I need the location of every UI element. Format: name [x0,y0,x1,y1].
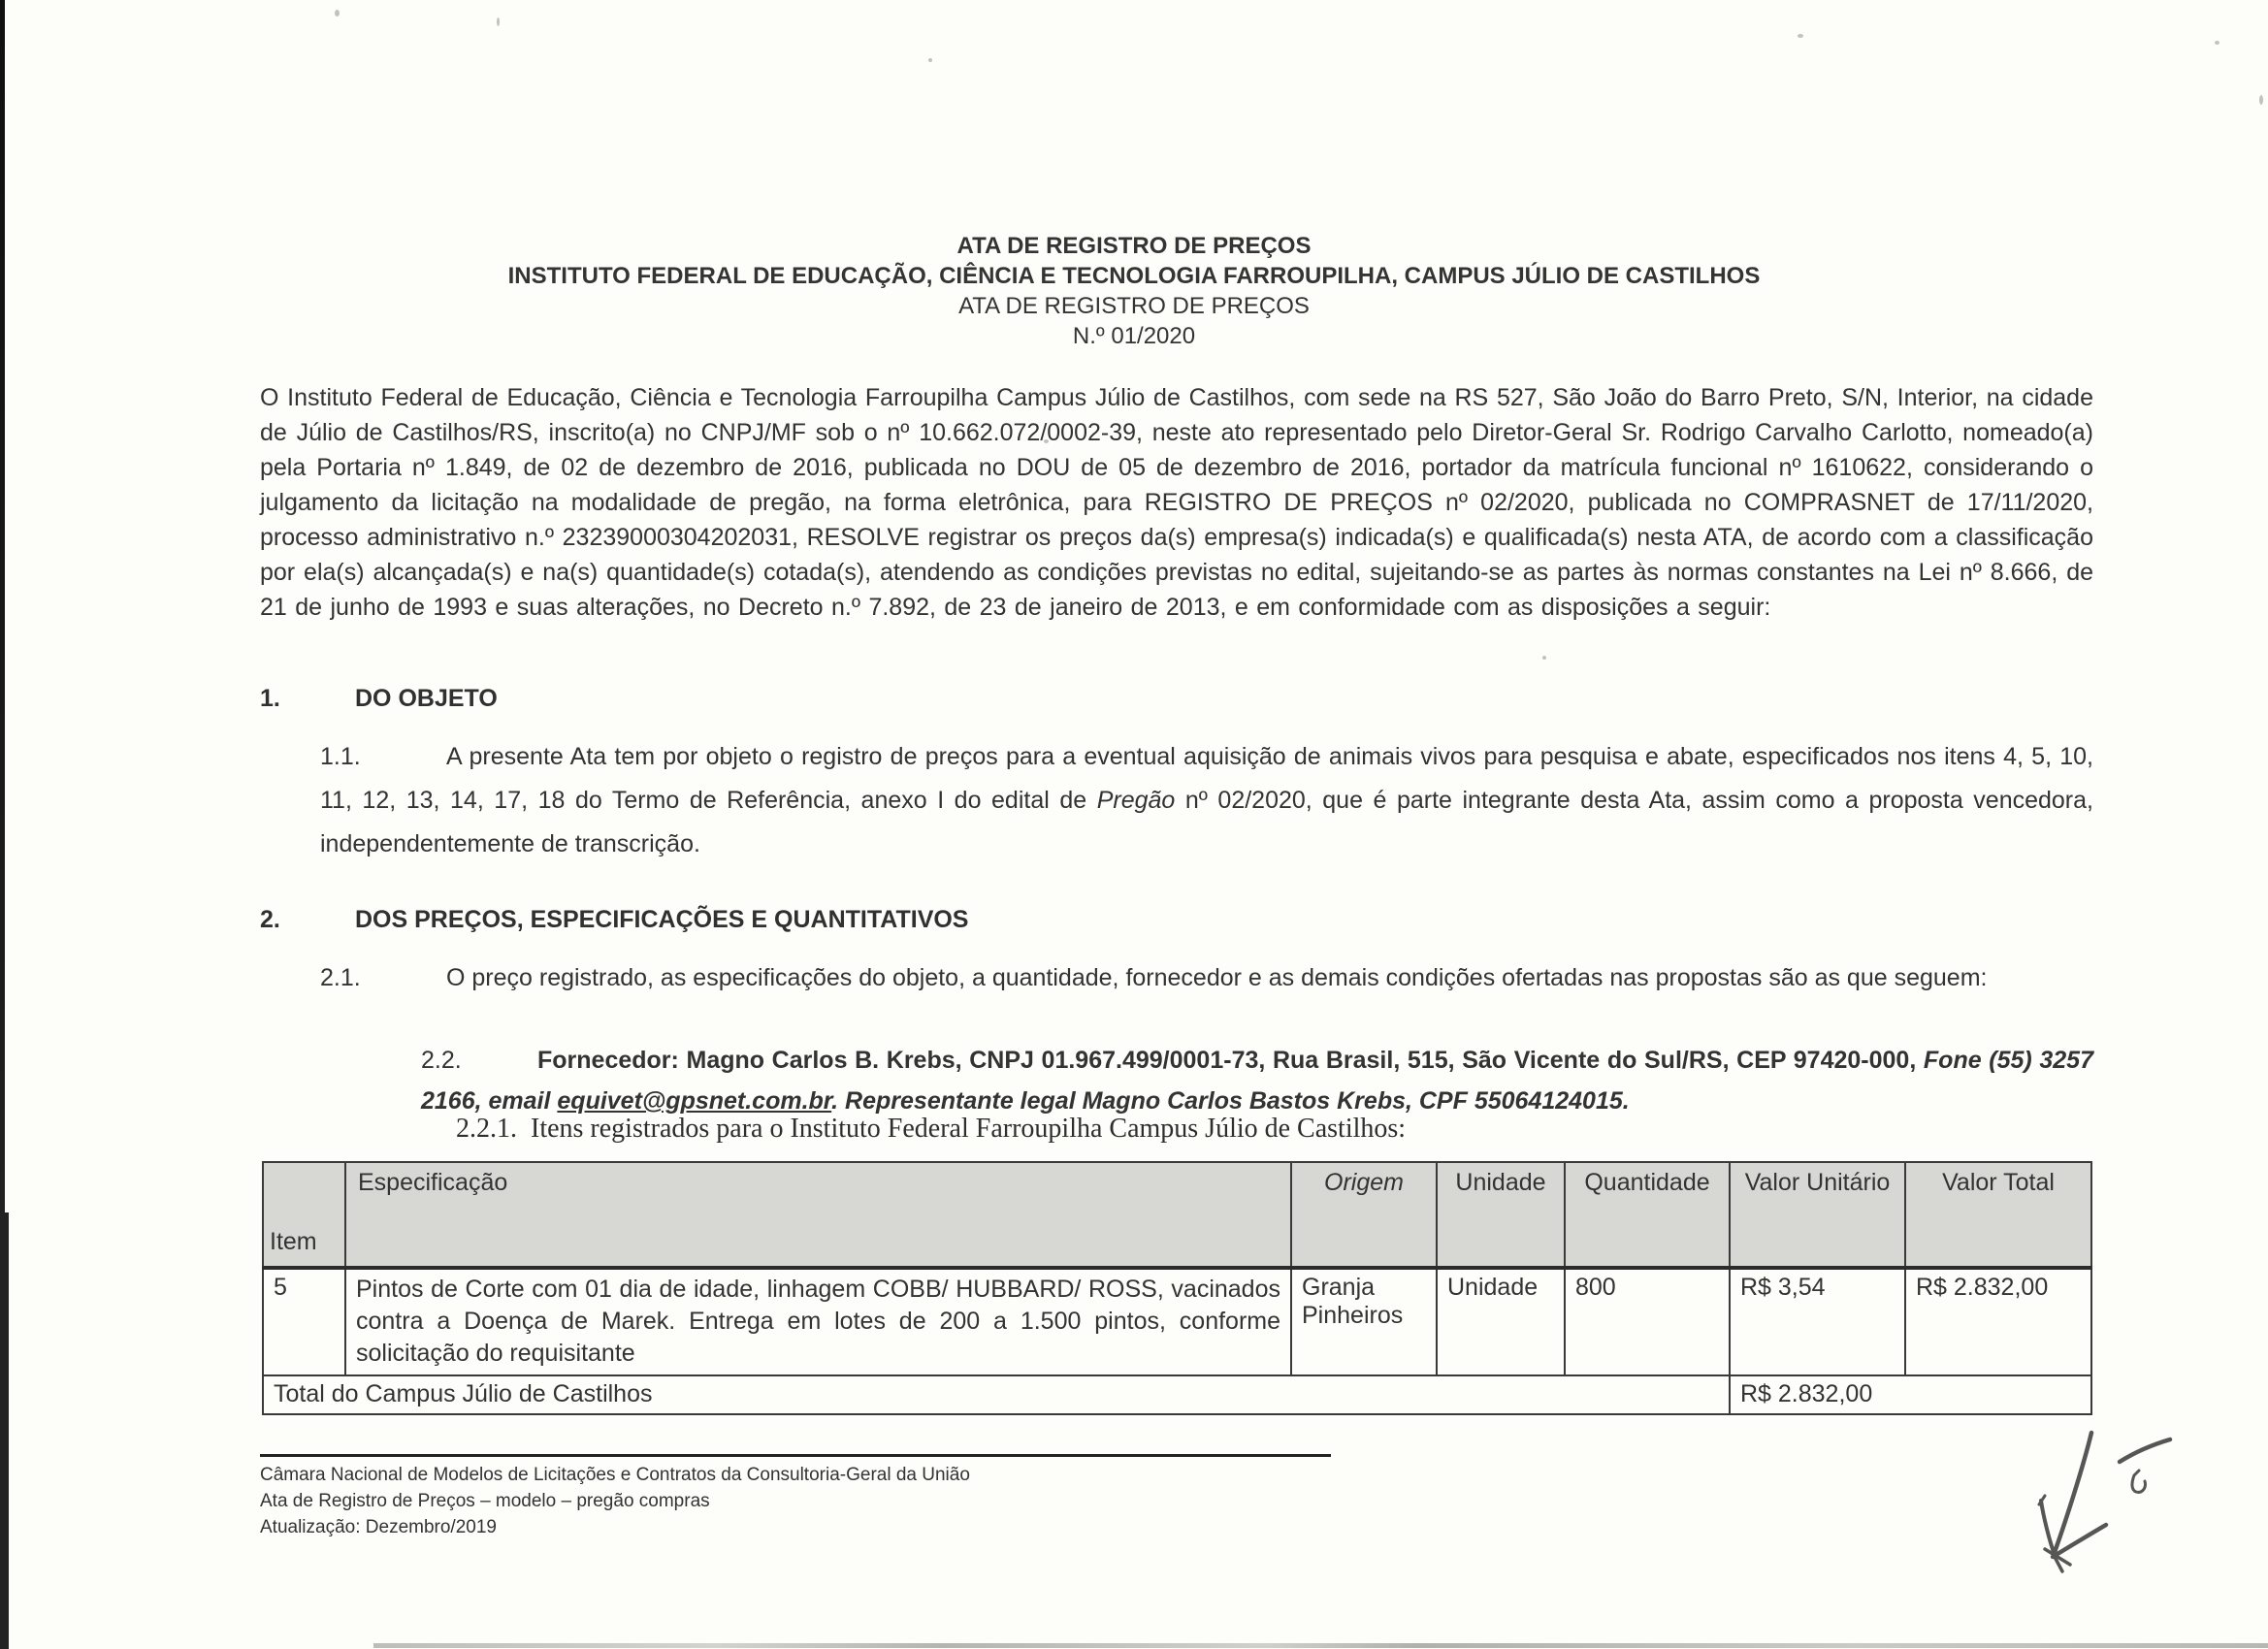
cell-valor-unitario: R$ 3,54 [1730,1268,1905,1375]
supplier-bold-text: Fornecedor: Magno Carlos B. Krebs, CNPJ 01.967.499/0001-73, Rua Brasil, 515, São Vicente do Sul/RS, CEP 97420-000, [537,1047,1924,1074]
clause-2-1-number: 2.1. [320,964,361,991]
clause-1-1 [320,735,2093,866]
cell-item: 5 [263,1268,345,1375]
table-header-row [263,1162,2091,1268]
table-total-row [263,1375,2091,1414]
title-line-1: ATA DE REGISTRO DE PREÇOS [956,233,1312,259]
supplier-phone-text: Fone (55) 3257 2166, email [421,1047,2093,1115]
registered-items-table [262,1161,2092,1415]
section-2-title: DOS PREÇOS, ESPECIFICAÇÕES E QUANTITATIVOS [355,906,969,933]
clause-2-2-1-text: Itens registrados para o Instituto Federal Farroupilha Campus Júlio de Castilhos: [531,1114,1407,1144]
section-2-number: 2. [260,906,280,933]
column-header-unidade: Unidade [1437,1162,1565,1268]
scan-speck [2215,41,2219,45]
clause-2-1 [320,956,2093,1000]
cell-origem: Granja Pinheiros [1291,1268,1437,1375]
column-header-origem: Origem [1291,1162,1437,1268]
title-line-3: ATA DE REGISTRO DE PREÇOS [958,293,1310,319]
scan-speck [2259,95,2263,105]
cell-valor-total: R$ 2.832,00 [1905,1268,2091,1375]
footer-block [260,1462,1424,1540]
document-title-block [217,231,2051,351]
table-row [263,1268,2091,1375]
total-label: Total do Campus Júlio de Castilhos [263,1375,1730,1414]
scan-edge-strip-left-dark [0,1212,9,1649]
title-line-2: INSTITUTO FEDERAL DE EDUCAÇÃO, CIÊNCIA E TECNOLOGIA FARROUPILHA, CAMPUS JÚLIO DE CASTILHOS [507,263,1761,289]
column-header-item: Item [263,1162,345,1268]
clause-1-1-text-after: nº 02/2020, que é parte integrante desta Ata, assim como a proposta vencedora, independentemente de transcrição. [320,787,2093,857]
cell-quantidade: 800 [1565,1268,1730,1375]
cell-unidade: Unidade [1437,1268,1565,1375]
clause-2-2-number: 2.2. [421,1047,462,1074]
section-1-heading [260,685,1715,713]
clause-2-2-supplier [421,1040,2093,1121]
clause-2-1-text: O preço registrado, as especificações do objeto, a quantidade, fornecedor e as demais condições ofertadas nas propostas são as que seguem: [446,964,1988,991]
scan-speck [497,17,500,26]
section-1-number: 1. [260,685,280,712]
scan-edge-strip-bottom [373,1643,2268,1648]
clause-2-2-1 [456,1114,2008,1145]
handwritten-check-mark [1998,1411,2251,1625]
clause-2-2-1-number: 2.2.1. [456,1114,517,1144]
supplier-representative-text: . Representante legal Magno Carlos Bastos Krebs, CPF 55064124015. [831,1087,1630,1115]
column-header-especificacao: Especificação [345,1162,1291,1268]
footer-line-1: Câmara Nacional de Modelos de Licitações e Contratos da Consultoria-Geral da União [260,1465,970,1485]
preamble-paragraph: O Instituto Federal de Educação, Ciência e Tecnologia Farroupilha Campus Júlio de Castilhos, com sede na RS 527, São João do Barro Preto, S/N, Interior, na cidade de Júlio de Castilhos/RS, inscrito(a) no CNPJ/MF sob o nº 10.662.072/0002-39, neste ato representado pelo Diretor-Geral Sr. Rodrigo Carvalho Carlotto, nomeado(a) pela Portaria nº 1.849, de 02 de dezembro de 2016, publicada no DOU de 05 de dezembro de 2016, portador da matrícula funcional nº 1610622, considerando o julgamento da licitação na modalidade de pregão, na forma eletrônica, para REGISTRO DE PREÇOS nº 02/2020, publicada no COMPRASNET de 17/11/2020, processo administrativo n.º 23239000304202031, RESOLVE registrar os preços da(s) empresa(s) indicada(s) e qualificada(s) nesta ATA, de acordo com a classificação por ela(s) alcançada(s) e na(s) quantidade(s) cotada(s), atendendo as condições previstas no edital, sujeitando-se as partes às normas constantes na Lei nº 8.666, de 21 de junho de 1993 e suas alterações, no Decreto n.º 7.892, de 23 de janeiro de 2013, e em conformidade com as disposições a seguir: [260,384,2093,621]
scan-speck [1542,656,1546,660]
footer-rule [260,1454,1331,1457]
scan-speck [928,58,932,62]
footer-line-3: Atualização: Dezembro/2019 [260,1517,497,1537]
supplier-email: equivet@gpsnet.com.br [557,1087,832,1115]
column-header-valor-total: Valor Total [1905,1162,2091,1268]
section-1-title: DO OBJETO [355,685,498,712]
section-2-heading [260,906,1715,934]
cell-especificacao: Pintos de Corte com 01 dia de idade, linhagem COBB/ HUBBARD/ ROSS, vacinados contra a Doença de Marek. Entrega em lotes de 200 a 1.500 pintos, conforme solicitação do requisitante [345,1268,1291,1375]
column-header-valor-unitario: Valor Unitário [1730,1162,1905,1268]
scan-speck [1798,34,1803,38]
clause-1-1-italic-word: Pregão [1096,787,1176,814]
total-value: R$ 2.832,00 [1730,1375,2091,1414]
clause-1-1-text: A presente Ata tem por objeto o registro de preços para a eventual aquisição de animais vivos para pesquisa e abate, especificados nos itens 4, 5, 10, 11, 12, 13, 14, 17, 18 do Termo de Referência, anexo I do edital de [320,743,2093,814]
title-number: N.º 01/2020 [1072,323,1196,349]
scan-speck [335,10,340,16]
footer-line-2: Ata de Registro de Preços – modelo – pregão compras [260,1491,710,1511]
column-header-quantidade: Quantidade [1565,1162,1730,1268]
clause-1-1-number: 1.1. [320,743,361,770]
